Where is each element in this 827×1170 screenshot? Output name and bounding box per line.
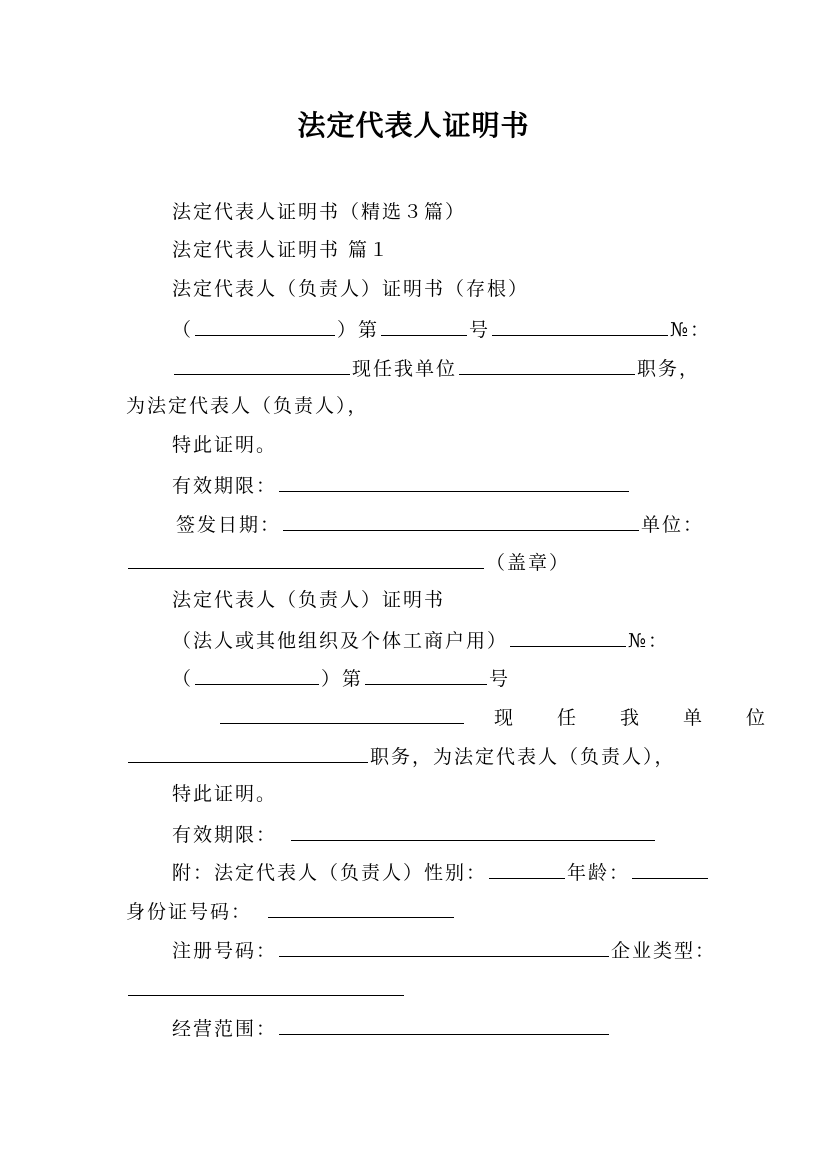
line-text: №： bbox=[628, 630, 669, 652]
blank-field[interactable] bbox=[268, 898, 454, 918]
doc-line bbox=[172, 277, 529, 301]
blank-field[interactable] bbox=[195, 316, 335, 336]
line-text: 特此证明。 bbox=[172, 783, 278, 805]
doc-line bbox=[172, 316, 711, 342]
blank-field[interactable] bbox=[195, 665, 319, 685]
document-title: 法定代表人证明书 bbox=[297, 109, 530, 142]
line-text: （ bbox=[172, 668, 194, 690]
doc-line bbox=[172, 859, 710, 885]
doc-line bbox=[172, 588, 445, 612]
blank-field[interactable] bbox=[459, 355, 635, 375]
blank-field[interactable] bbox=[128, 976, 404, 996]
doc-line bbox=[172, 821, 657, 847]
line-text: 法定代表人（负责人）证明书 bbox=[172, 589, 446, 611]
blank-field[interactable] bbox=[632, 859, 708, 879]
line-text: №： bbox=[670, 319, 712, 341]
blank-field[interactable] bbox=[279, 1015, 609, 1035]
blank-field[interactable] bbox=[510, 627, 626, 647]
blank-field[interactable] bbox=[365, 665, 487, 685]
line-text: 附：法定代表人（负责人）性别： bbox=[172, 862, 488, 884]
blank-field[interactable] bbox=[174, 355, 350, 375]
line-text: 职务， bbox=[637, 358, 701, 380]
blank-field[interactable] bbox=[220, 704, 464, 724]
line-text: ）第 bbox=[321, 668, 364, 690]
doc-line bbox=[172, 937, 716, 963]
doc-line bbox=[218, 704, 767, 730]
doc-line bbox=[172, 665, 510, 691]
doc-line bbox=[172, 472, 631, 498]
doc-line bbox=[172, 200, 466, 224]
blank-field[interactable] bbox=[381, 316, 467, 336]
doc-line bbox=[126, 743, 676, 769]
doc-line bbox=[172, 355, 700, 381]
line-text: 法定代表人（负责人）证明书（存根） bbox=[172, 278, 530, 300]
line-text: 现 任 我 单 位 bbox=[494, 707, 768, 729]
blank-field[interactable] bbox=[283, 511, 639, 531]
line-text: （盖章） bbox=[486, 552, 571, 574]
line-text: 号 bbox=[489, 668, 511, 690]
line-text: 签发日期： bbox=[176, 514, 282, 536]
doc-line bbox=[172, 782, 277, 806]
doc-line bbox=[176, 511, 704, 537]
blank-field[interactable] bbox=[279, 472, 629, 492]
line-text: 身份证号码： bbox=[126, 901, 253, 923]
blank-field[interactable] bbox=[128, 743, 368, 763]
line-text: 为法定代表人（负责人）， bbox=[126, 395, 369, 417]
blank-field[interactable] bbox=[291, 821, 655, 841]
line-text: 有效期限： bbox=[172, 475, 278, 497]
doc-line bbox=[126, 394, 369, 418]
doc-line bbox=[126, 898, 456, 924]
doc-line bbox=[172, 1015, 611, 1041]
line-text: 法定代表人证明书（精选３篇） bbox=[172, 201, 467, 223]
doc-line bbox=[172, 433, 277, 457]
line-text: ）第 bbox=[337, 319, 380, 341]
doc-line bbox=[126, 976, 406, 1002]
line-text: （法人或其他组织及个体工商户用） bbox=[172, 630, 509, 652]
blank-field[interactable] bbox=[492, 316, 668, 336]
blank-field[interactable] bbox=[489, 859, 565, 879]
line-text: 经营范围： bbox=[172, 1018, 278, 1040]
line-text: 职务，为法定代表人（负责人）， bbox=[370, 746, 676, 768]
line-text: 企业类型： bbox=[611, 940, 717, 962]
doc-line bbox=[172, 627, 669, 653]
doc-line bbox=[126, 549, 570, 575]
line-text: 特此证明。 bbox=[172, 434, 278, 456]
line-text: 单位： bbox=[641, 514, 705, 536]
line-text: 法定代表人证明书 篇１ bbox=[172, 239, 391, 261]
line-text: （ bbox=[172, 319, 194, 341]
blank-field[interactable] bbox=[128, 549, 484, 569]
line-text: 年龄： bbox=[567, 862, 631, 884]
line-text: 注册号码： bbox=[172, 940, 278, 962]
blank-field[interactable] bbox=[279, 937, 609, 957]
line-text: 现任我单位 bbox=[352, 358, 458, 380]
line-text: 号 bbox=[469, 319, 491, 341]
doc-line bbox=[172, 238, 390, 262]
line-text: 有效期限： bbox=[172, 824, 278, 846]
